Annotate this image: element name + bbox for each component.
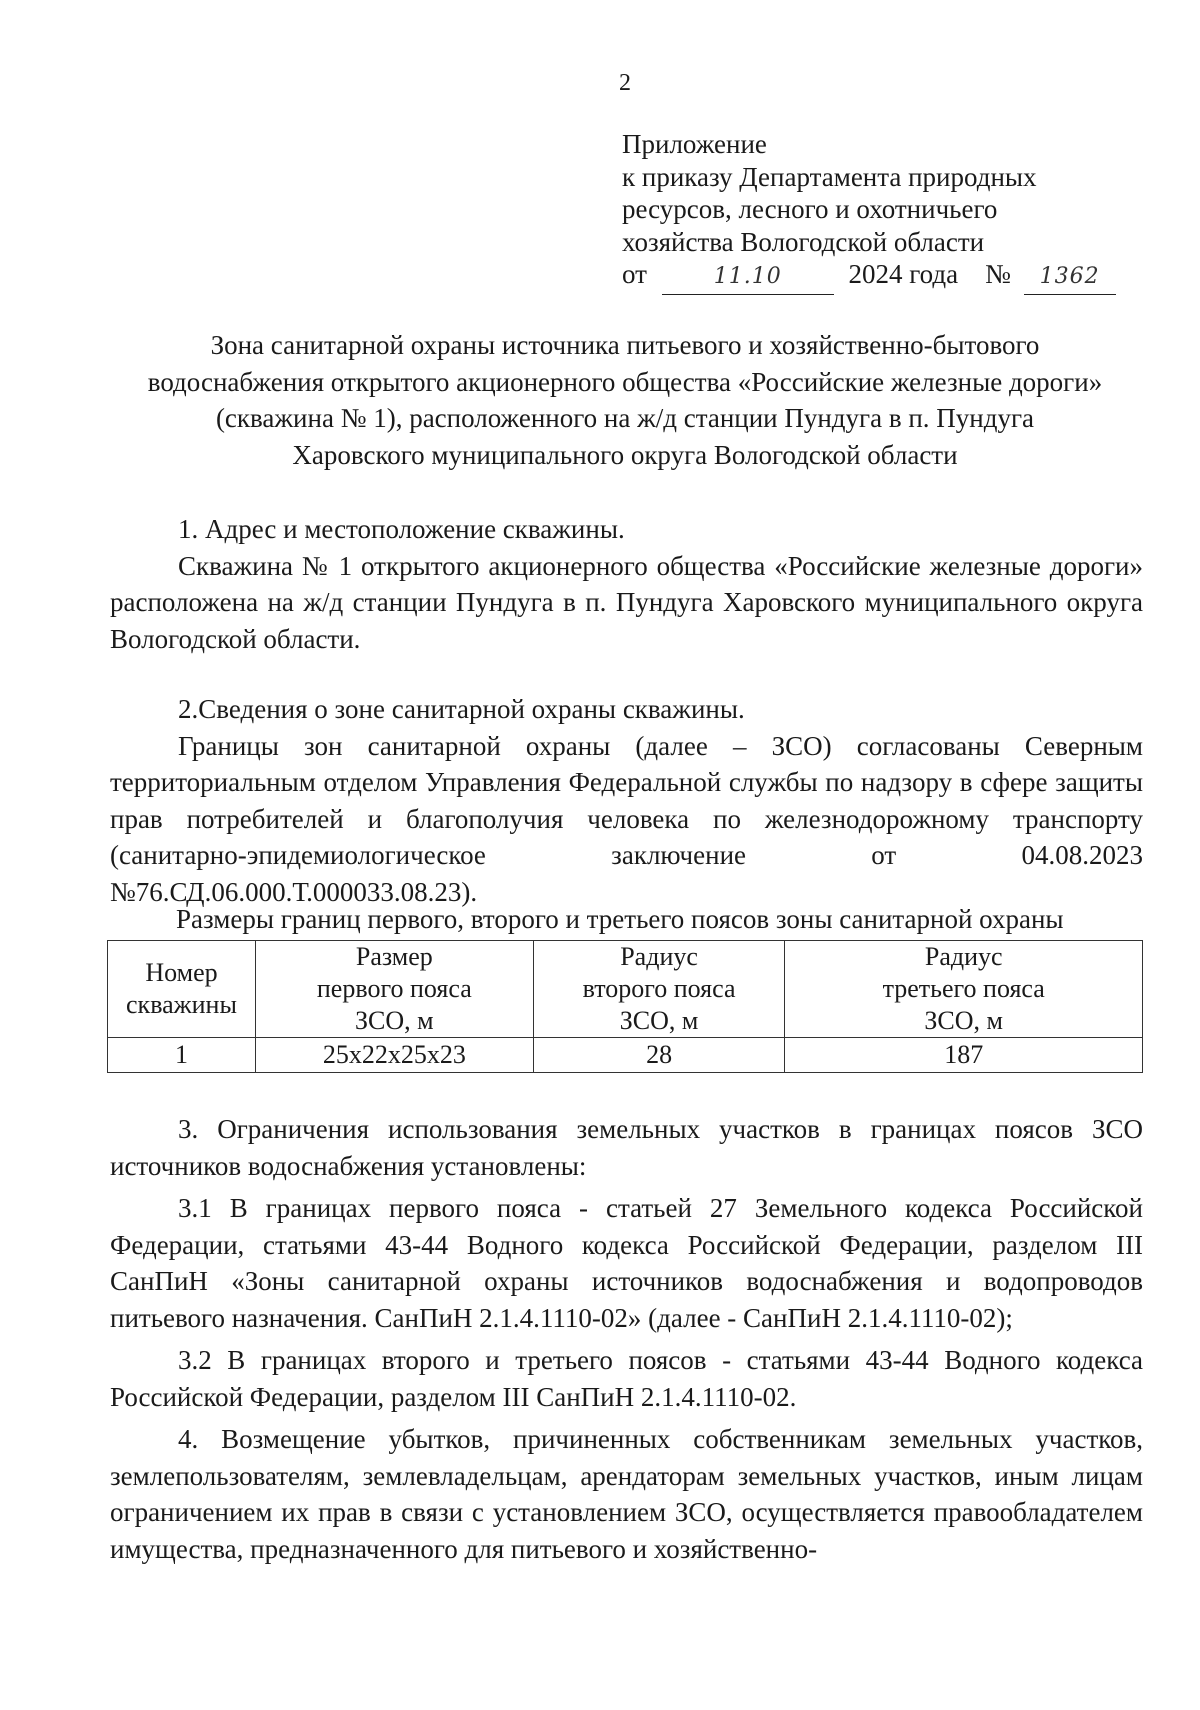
table-cell: 25х22х25х23 [255, 1038, 533, 1073]
year-text: 2024 года [848, 259, 959, 289]
handwritten-number: 1362 [1024, 261, 1116, 295]
handwritten-date: 11.10 [662, 261, 834, 295]
section-1 [110, 511, 1143, 657]
title-line: Зона санитарной охраны источника питьевого и хозяйственно-бытового [210, 330, 1040, 360]
appendix-line: хозяйства Вологодской области [622, 226, 985, 257]
appendix-line: к приказу Департамента природных [622, 161, 1037, 192]
appendix-block [622, 128, 1116, 295]
section-2-heading: 2.Сведения о зоне санитарной охраны скважины. [178, 694, 745, 724]
header-cell-well-number: Номер скважины [108, 941, 256, 1038]
section-3-1-text: 3.1 В границах первого пояса - статьей 27 Земельного кодекса Российской Федерации, статьями 43-44 Водного кодекса Российской Федерации, разделом III СанПиН «Зоны санитарной охраны источников водоснабжения и водопроводов питьевого назначения. СанПиН 2.1.4.1110-02» (далее - СанПиН 2.1.4.1110-02); [110, 1193, 1143, 1333]
section-1-text: Скважина № 1 открытого акционерного общества «Российские железные дороги» расположена на ж/д станции Пундуга в п. Пундуга Харовского муниципального округа Вологодской области. [110, 550, 1143, 654]
from-label: от [622, 259, 647, 289]
section-3-4 [110, 1111, 1143, 1567]
table-cell: 1 [108, 1038, 256, 1073]
page-number: 2 [619, 70, 631, 96]
table-caption: Размеры границ первого, второго и третьего поясов зоны санитарной охраны [176, 904, 1064, 934]
title-line: (скважина № 1), расположенного на ж/д станции Пундуга в п. Пундуга [215, 403, 1035, 433]
number-label: № [985, 259, 1011, 289]
section-2-text: Границы зон санитарной охраны (далее – ЗСО) согласованы Северным территориальным отделом Управления Федеральной службы по надзору в сфере защиты прав потребителей и благополучия человека по железнодорожному транспорту (санитарно-эпидемиологическое заключение от 04.08.2023 №76.СД.06.000.Т.000033.08.23). [110, 730, 1143, 907]
title-line: водоснабжения открытого акционерного общества «Российские железные дороги» [147, 366, 1103, 397]
table-header-row [108, 941, 1143, 1038]
table-cell: 187 [785, 1038, 1143, 1073]
appendix-date-line [622, 258, 1116, 295]
appendix-line: ресурсов, лесного и охотничьего [622, 194, 998, 224]
section-3-2-text: 3.2 В границах второго и третьего поясов - статьями 43-44 Водного кодекса Российской Федерации, разделом III СанПиН 2.1.4.1110-02. [110, 1345, 1143, 1412]
table-row [108, 1038, 1143, 1073]
title-line: Харовского муниципального округа Вологодской области [292, 439, 958, 470]
header-cell-third-belt: Радиус третьего пояса ЗСО, м [785, 941, 1143, 1038]
section-1-heading: 1. Адрес и местоположение скважины. [178, 514, 625, 544]
table-cell: 28 [533, 1038, 785, 1073]
header-cell-second-belt: Радиус второго пояса ЗСО, м [533, 941, 785, 1038]
appendix-line: Приложение [622, 129, 767, 159]
section-4-text: 4. Возмещение убытков, причиненных собственникам земельных участков, землепользователям, землевладельцам, арендаторам земельных участков, иным лицам ограничением их прав в связи с установлением ЗСО, осуществляется правообладателем имущества, предназначенного для питьевого и хозяйственно- [110, 1424, 1143, 1564]
document-title [110, 327, 1140, 473]
zone-sizes-table [107, 940, 1143, 1073]
section-3-heading: 3. Ограничения использования земельных участков в границах поясов ЗСО источников водоснабжения установлены: [110, 1114, 1143, 1181]
section-2 [110, 691, 1143, 910]
header-cell-first-belt: Размер первого пояса ЗСО, м [255, 941, 533, 1038]
